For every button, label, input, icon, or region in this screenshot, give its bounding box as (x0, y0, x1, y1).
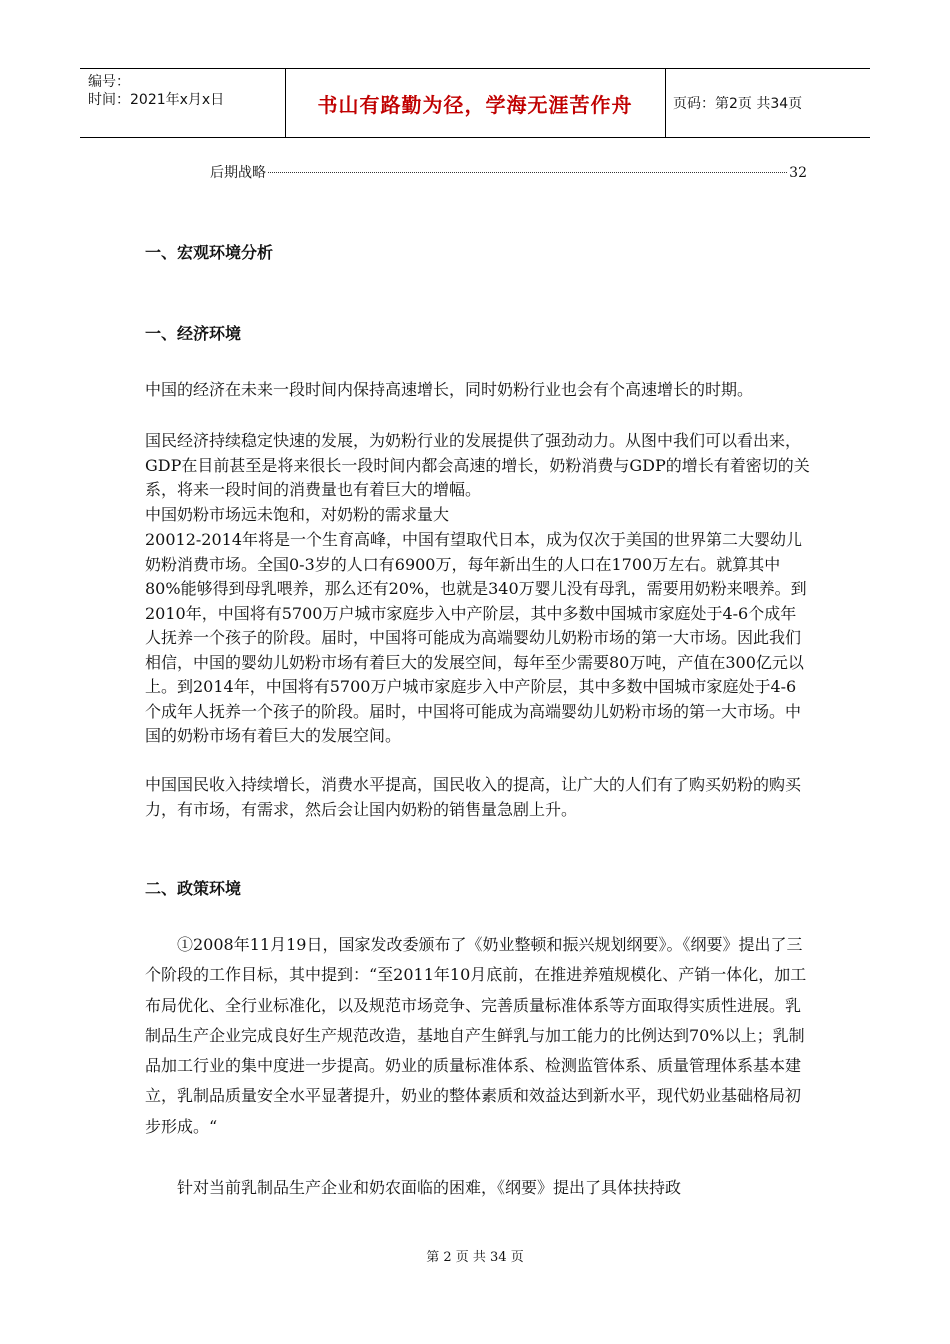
section-heading-economy: 一、经济环境 (145, 324, 242, 343)
economy-paragraph: 20012-2014年将是一个生育高峰，中国有望取代日本，成为仅次于美国的世界第二大婴幼儿奶粉消费市场。全国0-3岁的人口有6900万，每年新出生的人口在1700万左右。就算其中80%能够得到母乳喂养，那么还有20%，也就是340万婴儿没有母乳，需要用奶粉来喂养。到2010年，中国将有5700万户城市家庭步入中产阶层，其中多数中国城市家庭处于4-6个成年人抚养一个孩子的阶段。届时，中国将可能成为高端婴幼儿奶粉市场的第一大市场。因此我们相信，中国的婴幼儿奶粉市场有着巨大的发展空间，每年至少需要80万吨，产值在300亿元以上。到2014年，中国将有5700万户城市家庭步入中产阶层，其中多数中国城市家庭处于4-6个成年人抚养一个孩子的阶段。届时，中国将可能成为高端婴幼儿奶粉市场的第一大市场。中国的奶粉市场有着巨大的发展空间。 (145, 530, 807, 745)
section-heading-macro: 一、宏观环境分析 (145, 243, 274, 262)
header-meta (88, 73, 224, 109)
toc-entry-page: 32 (789, 165, 807, 181)
policy-paragraph: ①2008年11月19日，国家发改委颁布了《奶业整顿和振兴规划纲要》。《纲要》提出了三个阶段的工作目标，其中提到：“至2011年10月底前，在推进养殖规模化、产销一体化，加工布局优化、全行业标准化，以及规范市场竞争、完善质量标准体系等方面取得实质性进展。乳制品生产企业完成良好生产规范改造，基地自产生鲜乳与加工能力的比例达到70%以上；乳制品加工行业的集中度进一步提高。奶业的质量标准体系、检测监管体系、质量管理体系基本建立，乳制品质量安全水平显著提升，奶业的整体素质和效益达到新水平，现代奶业基础格局初步形成。“ (145, 935, 807, 1136)
page-header (80, 68, 870, 138)
header-time-label: 时间：2021年x月x日 (88, 92, 225, 108)
header-number-label: 编号： (88, 74, 130, 90)
economy-paragraph: 国民经济持续稳定快速的发展，为奶粉行业的发展提供了强劲动力。从图中我们可以看出来，GDP在目前甚至是将来很长一段时间内都会高速的增长，奶粉消费与GDP的增长有着密切的关系，将来一段时间的消费量也有着巨大的增幅。 (145, 431, 810, 499)
toc-entry-title: 后期战略 (210, 165, 266, 181)
economy-paragraph: 中国奶粉市场远未饱和，对奶粉的需求量大 (145, 505, 450, 524)
economy-paragraph: 中国的经济在未来一段时间内保持高速增长，同时奶粉行业也会有个高速增长的时期。 (145, 380, 754, 399)
toc-entry[interactable] (210, 162, 807, 182)
header-page-info: 页码：第2页 共34页 (673, 96, 803, 112)
section-heading-policy: 二、政策环境 (145, 879, 242, 898)
header-motto: 书山有路勤为径，学海无涯苦作舟 (317, 92, 633, 117)
page-footer: 第 2 页 共 34 页 (426, 1250, 524, 1265)
policy-paragraph: 针对当前乳制品生产企业和奶农面临的困难，《纲要》提出了具体扶持政 (145, 1178, 682, 1197)
toc-dot-leader (268, 172, 787, 173)
economy-paragraph: 中国国民收入持续增长，消费水平提高，国民收入的提高，让广大的人们有了购买奶粉的购买力，有市场，有需求，然后会让国内奶粉的销售量急剧上升。 (145, 775, 802, 819)
